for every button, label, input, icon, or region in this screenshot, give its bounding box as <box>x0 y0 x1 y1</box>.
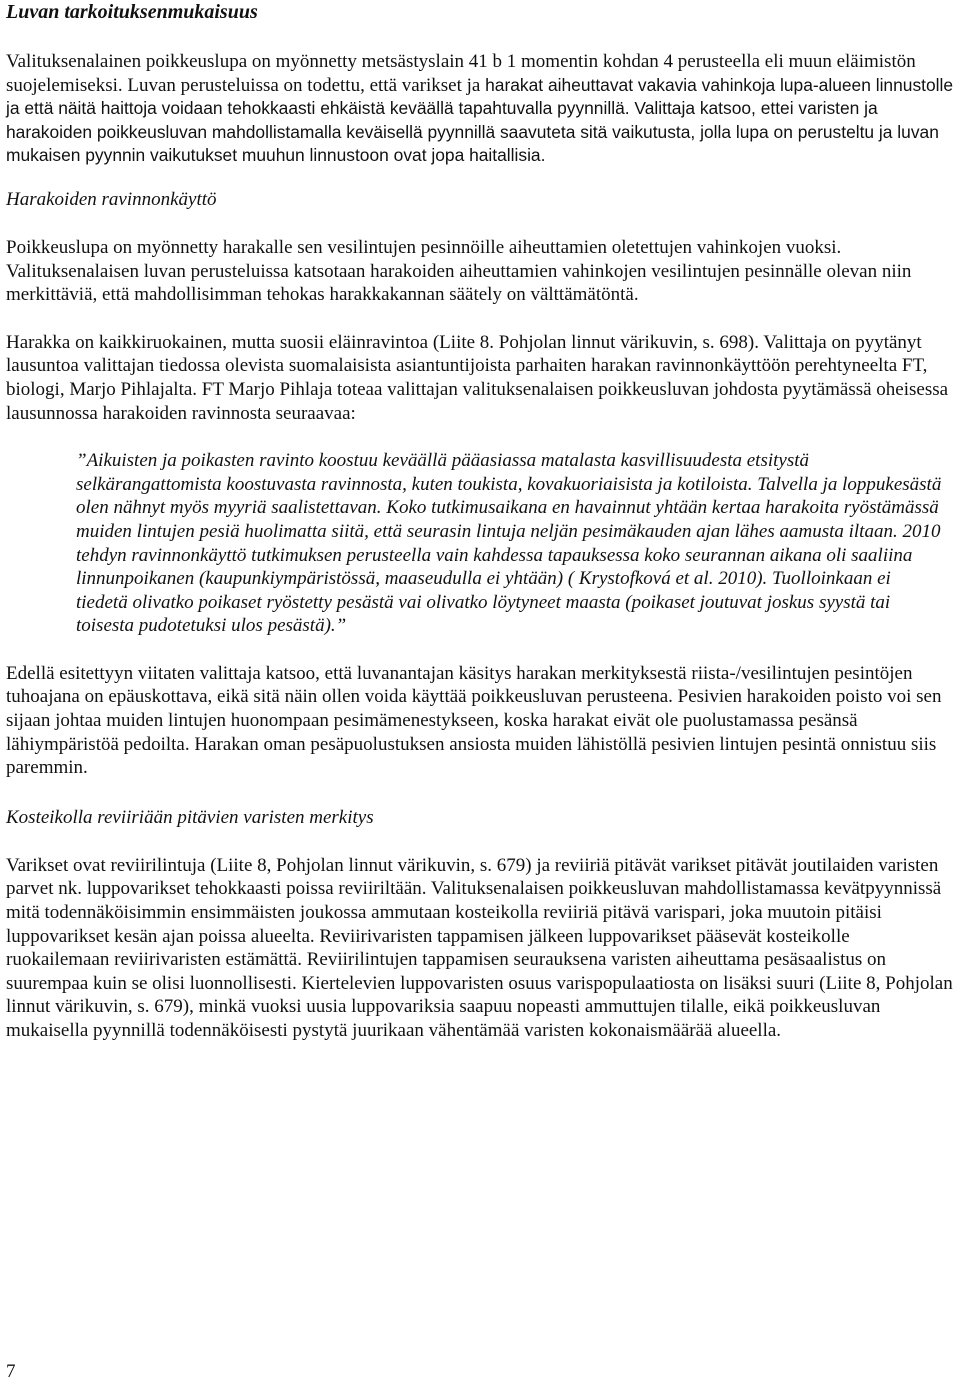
expert-quote: ”Aikuisten ja poikasten ravinto koostuu keväällä pääasiassa matalasta kasvillisuudesta etsitystä selkärangattomista koostuvasta ravinnosta, kuten toukista, kovakuoriaisista ja kotiloista. Talvella ja loppukesästä olen nähnyt myös myyriä saalistettavan. Koko tutkimusaikana en havainnut yhtään kertaa harakoita ryöstämässä muiden lintujen pesiä huolimatta siitä, että seurasin lintuja neljän pesimäkauden ajan lähes aamusta iltaan. 2010 tehdyn ravinnonkäyttö tutkimuksen perusteella vain kahdessa tapauksessa koko seurannan aikana oli saaliina linnunpoikanen (kaupunkiympäristössä, maaseudulla ei yhtään) ( Krystofková et al. 2010). Tuolloinkaan ei tiedetä olivatko poikaset ryöstetty pesästä vai olivatko löytyneet maasta (poikaset joutuvat joskus syystä tai toisesta pudotetuksi ulos pesästä).” <box>76 450 942 637</box>
paragraph-permit-basis <box>6 50 956 168</box>
paragraph-magpie-diet: Harakka on kaikkiruokainen, mutta suosii eläinravintoa (Liite 8. Pohjolan linnut värikuvin, s. 698). Valittaja on pyytänyt lausuntoa valittajan tiedossa olevista suomalaisista asiantuntijoista parhaiten harakan ravinnonkäyttöön perehtyneelta FT, biologi, Marjo Pihlajalta. FT Marjo Pihlaja toteaa valittajan valituksenalaisen poikkeusluvan johdosta pyytämässä oheisessa lausunnossa harakoiden ravinnosta seuraavaa: <box>6 331 949 424</box>
document-page <box>6 0 956 1043</box>
paragraph-conclusion-magpie: Edellä esitettyyn viitaten valittaja katsoo, että luvanantajan käsitys harakan merkityksestä riista-/vesilintujen pesintöjen tuhoajana on epäuskottava, eikä sitä näin ollen voida käyttää poikkeusluvan perusteena. Pesivien harakoiden poisto voi sen sijaan johtaa muiden lintujen huonompaan pesimämenestykseen, koska harakat eivät ole puolustamassa pesänsä lähiympäristöä pedoilta. Harakan oman pesäpuolustuksen ansiosta muiden lähistöllä pesivien lintujen pesintä onnistuu siis paremmin. <box>6 662 942 779</box>
section-heading-harakoiden-ravinnonkaytto: Harakoiden ravinnonkäyttö <box>6 188 217 210</box>
section-heading-luvan-tarkoituksenmukaisuus: Luvan tarkoituksenmukaisuus <box>6 1 258 23</box>
section-heading-kosteikolla-varikset: Kosteikolla reviiriään pitävien varisten merkitys <box>6 806 374 828</box>
paragraph-crow-territory: Varikset ovat reviirilintuja (Liite 8, Pohjolan linnut värikuvin, s. 679) ja reviiriä pitävät varikset pitävät joutilaiden varisten parvet nk. luppovarikset tehokkaasti poissa reviiriltään. Valituksenalaisen poikkeusluvan mahdollistamassa kevätpyynnissä mitä todennäköisimmin ensimmäisten joukossa ammutaan kosteikolla reviiriä pitävä varispari, joka muutoin pitäisi luppovarikset kesän ajan poissa alueelta. Reviirivaristen tappamisen jälkeen luppovarikset pääsevät kosteikolle ruokailemaan reviirivaristen estämättä. Reviirilintujen tappamisen seurauksena varisten aiheuttama pesäsaalistus on suurempaa kuin se olisi luonnollisesti. Kiertelevien luppovaristen osuus varispopulaatiosta on lisäksi suuri (Liite 8, Pohjolan linnut värikuvin, s. 679), minkä vuoksi uusia luppovariksia saapuu nopeasti ammuttujen tilalle, eikä poikkeusluvan mukaisella pyynnillä todennäköisesti pystytä juurikaan vähentämää varisten kokonaismäärää alueella. <box>6 854 953 1041</box>
paragraph-magpie-permit: Poikkeuslupa on myönnetty harakalle sen vesilintujen pesinnöille aiheuttamien oletettujen vahinkojen vuoksi. Valituksenalaisen luvan perusteluissa katsotaan harakoiden aiheuttamien vahinkojen vesilintujen pesinnälle olevan niin merkittäviä, että mahdollisimman tehokas harakkakannan säätely on välttämätöntä. <box>6 236 912 306</box>
paragraph-permit-basis-sans: harakat aiheuttavat vakavia vahinkoja lupa-alueen linnustolle ja että näitä haittoja voidaan tehokkaasti ehkäistä keväällä tapahtuvalla pyynnillä. Valittaja katsoo, ettei varisten ja harakoiden poikkeusluvan mahdollistamalla keväisellä pyynnillä saavuteta sitä vaikutusta, jolla lupa on perusteltu ja luvan mukaisen pyynnin vaikutukset muuhun linnustoon ovat jopa haitallisia. <box>6 74 954 166</box>
paragraph-permit-basis-serif: Valituksenalainen poikkeuslupa on myönnetty metsästyslain 41 b 1 momentin kohdan 4 perusteella eli muun eläimistön suojelemiseksi. Luvan perusteluissa on todettu, että varikset ja <box>6 51 916 96</box>
page-number: 7 <box>6 1361 16 1382</box>
